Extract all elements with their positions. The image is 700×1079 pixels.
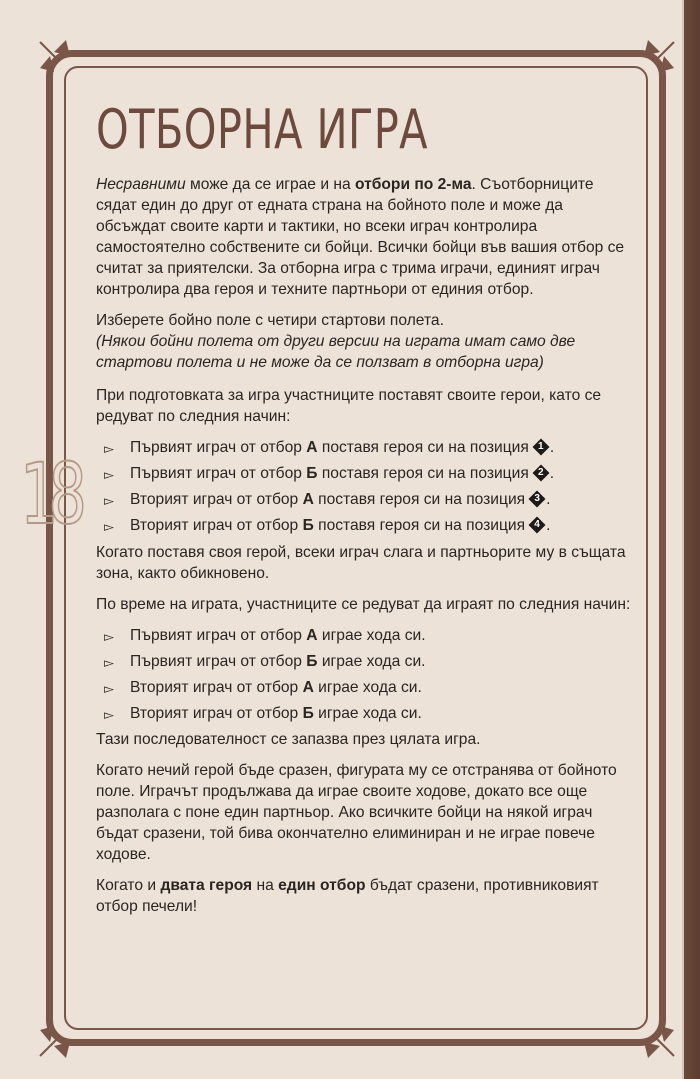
list-item [96, 703, 636, 724]
team-letter: А [306, 627, 318, 644]
setup-list [96, 437, 636, 536]
position-diamond-icon [529, 491, 545, 507]
item-text: Вторият играч от отбор [130, 491, 303, 508]
corner-ornament-bottom-left [32, 1004, 92, 1064]
item-text: играе хода си. [317, 627, 426, 644]
corner-ornament-top-left [32, 34, 92, 94]
item-text: Първият играч от отбор [130, 627, 307, 644]
list-item: ▻ Първият играч от отбор А поставя героя си на позиция 1 . [96, 437, 636, 458]
item-text: Вторият играч от отбор [130, 517, 303, 534]
position-number: 2 [538, 467, 544, 478]
turns-intro: По време на играта, участниците се редуват да играят по следния начин: [96, 596, 631, 613]
item-text: Първият играч от отбор [130, 439, 307, 456]
bullet-triangle-icon: ▻ [104, 519, 114, 534]
game-name: Несравними [96, 176, 186, 193]
bullet-triangle-icon: ▻ [104, 681, 114, 696]
victory-text: бъдат сразени, противниковият отбор печели! [96, 877, 599, 915]
bullet-triangle-icon: ▻ [104, 441, 114, 456]
setup-after: Когато поставя своя герой, всеки играч слага и партньорите му в същата зона, както обикновено. [96, 544, 626, 582]
item-text: играе хода си. [317, 653, 426, 670]
intro-paragraph [96, 174, 636, 300]
victory-paragraph [96, 875, 636, 917]
intro-text-1: може да се играе и на [185, 176, 355, 193]
item-text: играе хода си. [313, 705, 422, 722]
team-letter: Б [306, 653, 318, 670]
victory-bold: един отбор [278, 877, 366, 894]
victory-text: на [252, 877, 279, 894]
battlefield-text: Изберете бойно поле с четири стартови полета. [96, 312, 444, 329]
page-number: 18 [20, 445, 77, 543]
page-title: ОТБОРНА ИГРА [96, 98, 428, 161]
item-text: поставя героя си на позиция [313, 517, 526, 534]
item-text: Вторият играч от отбор [130, 705, 303, 722]
bullet-triangle-icon: ▻ [104, 655, 114, 670]
corner-ornament-bottom-right [622, 1004, 682, 1064]
list-item: ▻ Вторият играч от отбор Б поставя героя си на позиция 4 . [96, 515, 636, 536]
team-letter: Б [302, 705, 314, 722]
victory-bold: двата героя [160, 877, 253, 894]
intro-text-2: . Съотборниците сядат един до друг от едната страна на бойното поле и може да обсъждат своите карти и тактики, но всеки играч контролира самостоятелно собствените си бойци. Всички бойци във вашия отбор се считат за приятелски. За отборна игра с трима играчи, единият играч контролира два героя и техните партньори от единия отбор. [96, 176, 625, 298]
position-diamond-icon [533, 439, 549, 455]
item-text: поставя героя си на позиция [317, 465, 529, 482]
position-diamond-icon [533, 465, 549, 481]
team-letter: А [302, 679, 314, 696]
list-item: ▻ Първият играч от отбор Б поставя героя си на позиция 2 . [96, 463, 636, 484]
item-text: играе хода си. [313, 679, 422, 696]
setup-intro: При подготовката за игра участниците поставят своите герои, като се редуват по следния начин: [96, 387, 602, 425]
list-item: ▻ Вторият играч от отбор А поставя героя си на позиция 3 . [96, 489, 636, 510]
list-item [96, 677, 636, 698]
page-content [96, 100, 636, 927]
position-number: 4 [534, 519, 540, 530]
defeat-paragraph: Когато нечий герой бъде сразен, фигурата му се отстранява от бойното поле. Играчът продължава да играе своите ходове, докато все още разполага с поне един партньор. Ако всичките бойци на някой играч бъдат сразени, той бива окончателно елиминиран и не играе повече ходове. [96, 762, 617, 863]
list-item [96, 651, 636, 672]
item-text: Първият играч от отбор [130, 465, 307, 482]
item-text: поставя героя си на позиция [317, 439, 529, 456]
position-number: 1 [538, 441, 544, 452]
team-letter: А [302, 491, 314, 508]
bullet-triangle-icon: ▻ [104, 707, 114, 722]
turns-list [96, 625, 636, 724]
intro-bold: отбори по 2-ма [354, 176, 472, 193]
book-spine [684, 0, 700, 1079]
position-diamond-icon [529, 517, 545, 533]
turns-after: Тази последователност се запазва през цялата игра. [96, 731, 481, 748]
team-letter: Б [306, 465, 318, 482]
bullet-triangle-icon: ▻ [104, 467, 114, 482]
team-letter: Б [302, 517, 314, 534]
item-text: Първият играч от отбор [130, 653, 307, 670]
corner-ornament-top-right [622, 34, 682, 94]
item-text: поставя героя си на позиция [313, 491, 526, 508]
bullet-triangle-icon: ▻ [104, 629, 114, 644]
battlefield-paragraph [96, 310, 636, 373]
item-text: Вторият играч от отбор [130, 679, 303, 696]
bullet-triangle-icon: ▻ [104, 493, 114, 508]
team-letter: А [306, 439, 318, 456]
position-number: 3 [534, 493, 540, 504]
victory-text: Когато и [96, 877, 161, 894]
battlefield-note: (Някои бойни полета от други версии на играта имат само две стартови полета и не може да се ползват в отборна игра) [96, 333, 576, 371]
list-item [96, 625, 636, 646]
